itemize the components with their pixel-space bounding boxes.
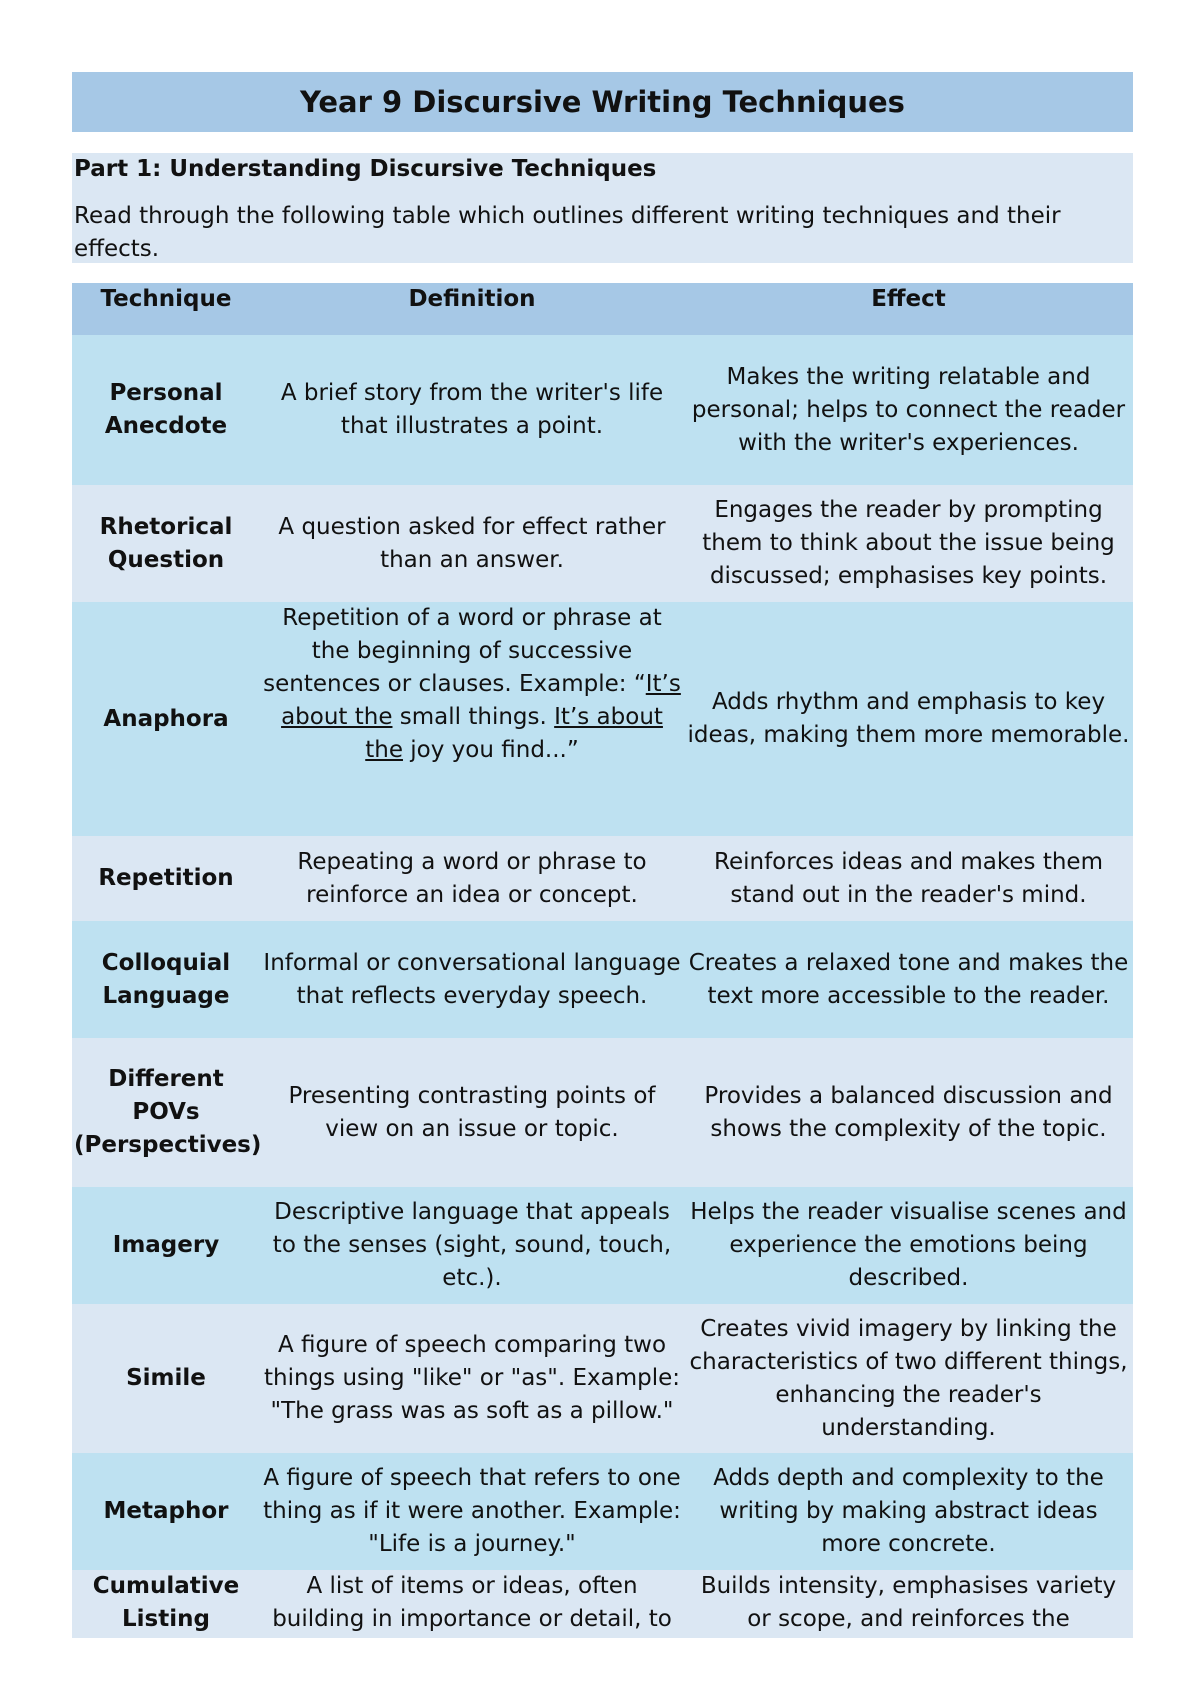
technique-cell: Repetition [72, 836, 260, 921]
document-title: Year 9 Discursive Writing Techniques [72, 72, 1133, 132]
effect-cell: Provides a balanced discussion and shows the complexity of the topic. [684, 1038, 1133, 1187]
effect-cell: Creates a relaxed tone and makes the text more accessible to the reader. [684, 921, 1133, 1038]
effect-cell: Reinforces ideas and makes them stand out in the reader's mind. [684, 836, 1133, 921]
definition-cell: Presenting contrasting points of view on an issue or topic. [260, 1038, 684, 1187]
table-row [72, 602, 1133, 836]
table-row [72, 335, 1133, 485]
definition-cell: Informal or conversational language that reflects everyday speech. [260, 921, 684, 1038]
technique-cell: Colloquial Language [72, 921, 260, 1038]
effect-cell: Makes the writing relatable and personal; helps to connect the reader with the writer's experiences. [684, 335, 1133, 485]
technique-cell: Metaphor [72, 1453, 260, 1570]
effect-cell: Adds depth and complexity to the writing by making abstract ideas more concrete. [684, 1453, 1133, 1570]
example-text: small things. [392, 704, 555, 730]
technique-cell: Rhetorical Question [72, 485, 260, 602]
table-row [72, 1038, 1133, 1187]
table-row [72, 1570, 1133, 1638]
table-row [72, 1453, 1133, 1570]
definition-cell: Repeating a word or phrase to reinforce an idea or concept. [260, 836, 684, 921]
table-header-row [72, 283, 1133, 335]
definition-cell: A figure of speech comparing two things using "like" or "as". Example: "The grass was as soft as a pillow." [260, 1304, 684, 1453]
part-heading: Part 1: Understanding Discursive Techniques [74, 156, 657, 182]
example-open-quote: “ [633, 671, 646, 697]
example-underlined-phrase: It’s about the [365, 704, 663, 763]
effect-cell: Engages the reader by prompting them to think about the issue being discussed; emphasises key points. [684, 485, 1133, 602]
definition-text: Repetition of a word or phrase at the beginning of successive sentences or clauses. Example: [263, 605, 662, 697]
table-row [72, 836, 1133, 921]
column-header-technique: Technique [72, 283, 260, 335]
definition-cell: A question asked for effect rather than an answer. [260, 485, 684, 602]
table-row [72, 485, 1133, 602]
technique-cell: Anaphora [72, 602, 260, 836]
technique-cell: Imagery [72, 1187, 260, 1304]
intro-section [72, 153, 1133, 263]
definition-cell: A list of items or ideas, often building in importance or detail, to [260, 1570, 684, 1638]
definition-cell: Descriptive language that appeals to the senses (sight, sound, touch, etc.). [260, 1187, 684, 1304]
effect-cell: Adds rhythm and emphasis to key ideas, making them more memorable. [684, 602, 1133, 836]
effect-cell: Helps the reader visualise scenes and experience the emotions being described. [684, 1187, 1133, 1304]
definition-cell [260, 602, 684, 836]
techniques-table [72, 283, 1133, 1638]
technique-cell: Simile [72, 1304, 260, 1453]
effect-cell: Builds intensity, emphasises variety or scope, and reinforces the [684, 1570, 1133, 1638]
definition-cell: A brief story from the writer's life that illustrates a point. [260, 335, 684, 485]
technique-cell: Different POVs (Perspectives) [72, 1038, 260, 1187]
instructions-text: Read through the following table which outlines different writing techniques and their effects. [74, 203, 1061, 262]
technique-cell: Cumulative Listing [72, 1570, 260, 1638]
technique-cell: Personal Anecdote [72, 335, 260, 485]
table-row [72, 1187, 1133, 1304]
table-row [72, 921, 1133, 1038]
column-header-definition: Definition [260, 283, 684, 335]
table-row [72, 1304, 1133, 1453]
definition-cell: A figure of speech that refers to one thing as if it were another. Example: "Life is a journey." [260, 1453, 684, 1570]
effect-cell: Creates vivid imagery by linking the characteristics of two different things, enhancing the reader's understanding. [684, 1304, 1133, 1453]
example-underlined-phrase: It’s about the [281, 671, 681, 730]
column-header-effect: Effect [684, 283, 1133, 335]
example-text: joy you find...” [402, 737, 579, 763]
